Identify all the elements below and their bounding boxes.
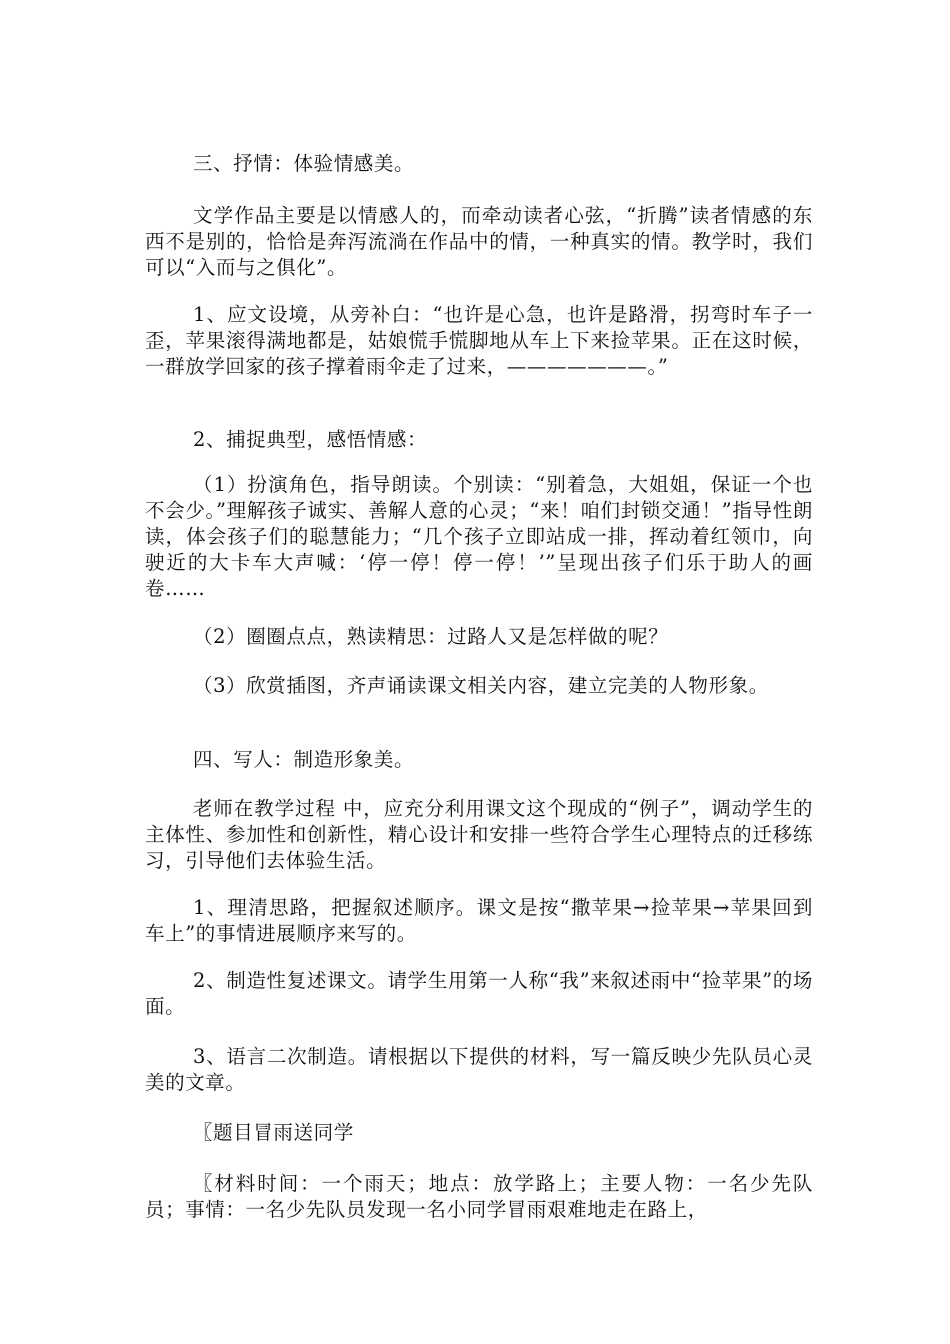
- paragraph-scene-supplement: 1、应文设境，从旁补白：“也许是心急，也许是路滑，拐弯时车子一歪，苹果滚得满地都是，姑娘慌手慌脚地从车上下来捡苹果。正在这时候，一群放学回家的孩子撑着雨伞走了过来，———————。”: [145, 303, 813, 378]
- section-heading-character: 四、写人：制造形象美。: [193, 748, 415, 771]
- paragraph-literature-emotion: 文学作品主要是以情感人的，而牵动读者心弦，“折腾”读者情感的东西不是别的，恰恰是奔泻流淌在作品中的情，一种真实的情。教学时，我们可以“入而与之俱化”。: [145, 204, 813, 279]
- paragraph-typical-capture: 2、捕捉典型，感悟情感：: [193, 428, 428, 451]
- paragraph-teacher-process: 老师在教学过程 中，应充分利用课文这个现成的“例子”，调动学生的主体性、参加性和创新性，精心设计和安排一些符合学生心理特点的迁移练习，引导他们去体验生活。: [145, 797, 813, 872]
- paragraph-creative-retelling: 2、制造性复述课文。请学生用第一人称“我”来叙述雨中“捡苹果”的场面。: [145, 969, 813, 1018]
- paragraph-clarify-thinking: 1、理清思路，把握叙述顺序。课文是按“撒苹果→捡苹果→苹果回到车上”的事情进展顺序来写的。: [145, 896, 813, 945]
- section-heading-lyric: 三、抒情：体验情感美。: [193, 152, 415, 175]
- paragraph-role-play: （1）扮演角色，指导朗读。个别读：“别着急，大姐姐，保证一个也不会少。”理解孩子诚实、善解人意的心灵；“来！咱们封锁交通！”指导性朗读，体会孩子们的聪慧能力；“几个孩子立即站成一排，挥动着红领巾，向驶近的大卡车大声喊：‘停一停！停一停！’”呈现出孩子们乐于助人的画卷……: [145, 473, 813, 600]
- paragraph-circle-points: （2）圈圈点点，熟读精思：过路人又是怎样做的呢？: [193, 625, 669, 648]
- paragraph-material: 〖材料时间：一个雨天；地点：放学路上；主要人物：一名少先队员；事情：一名少先队员发现一名小同学冒雨艰难地走在路上，: [145, 1172, 813, 1221]
- paragraph-illustration: （3）欣赏插图，齐声诵读课文相关内容，建立完美的人物形象。: [193, 674, 769, 697]
- paragraph-language-creation: 3、语言二次制造。请根据以下提供的材料，写一篇反映少先队员心灵美的文章。: [145, 1045, 813, 1094]
- paragraph-topic: 〖题目冒雨送同学: [193, 1121, 354, 1144]
